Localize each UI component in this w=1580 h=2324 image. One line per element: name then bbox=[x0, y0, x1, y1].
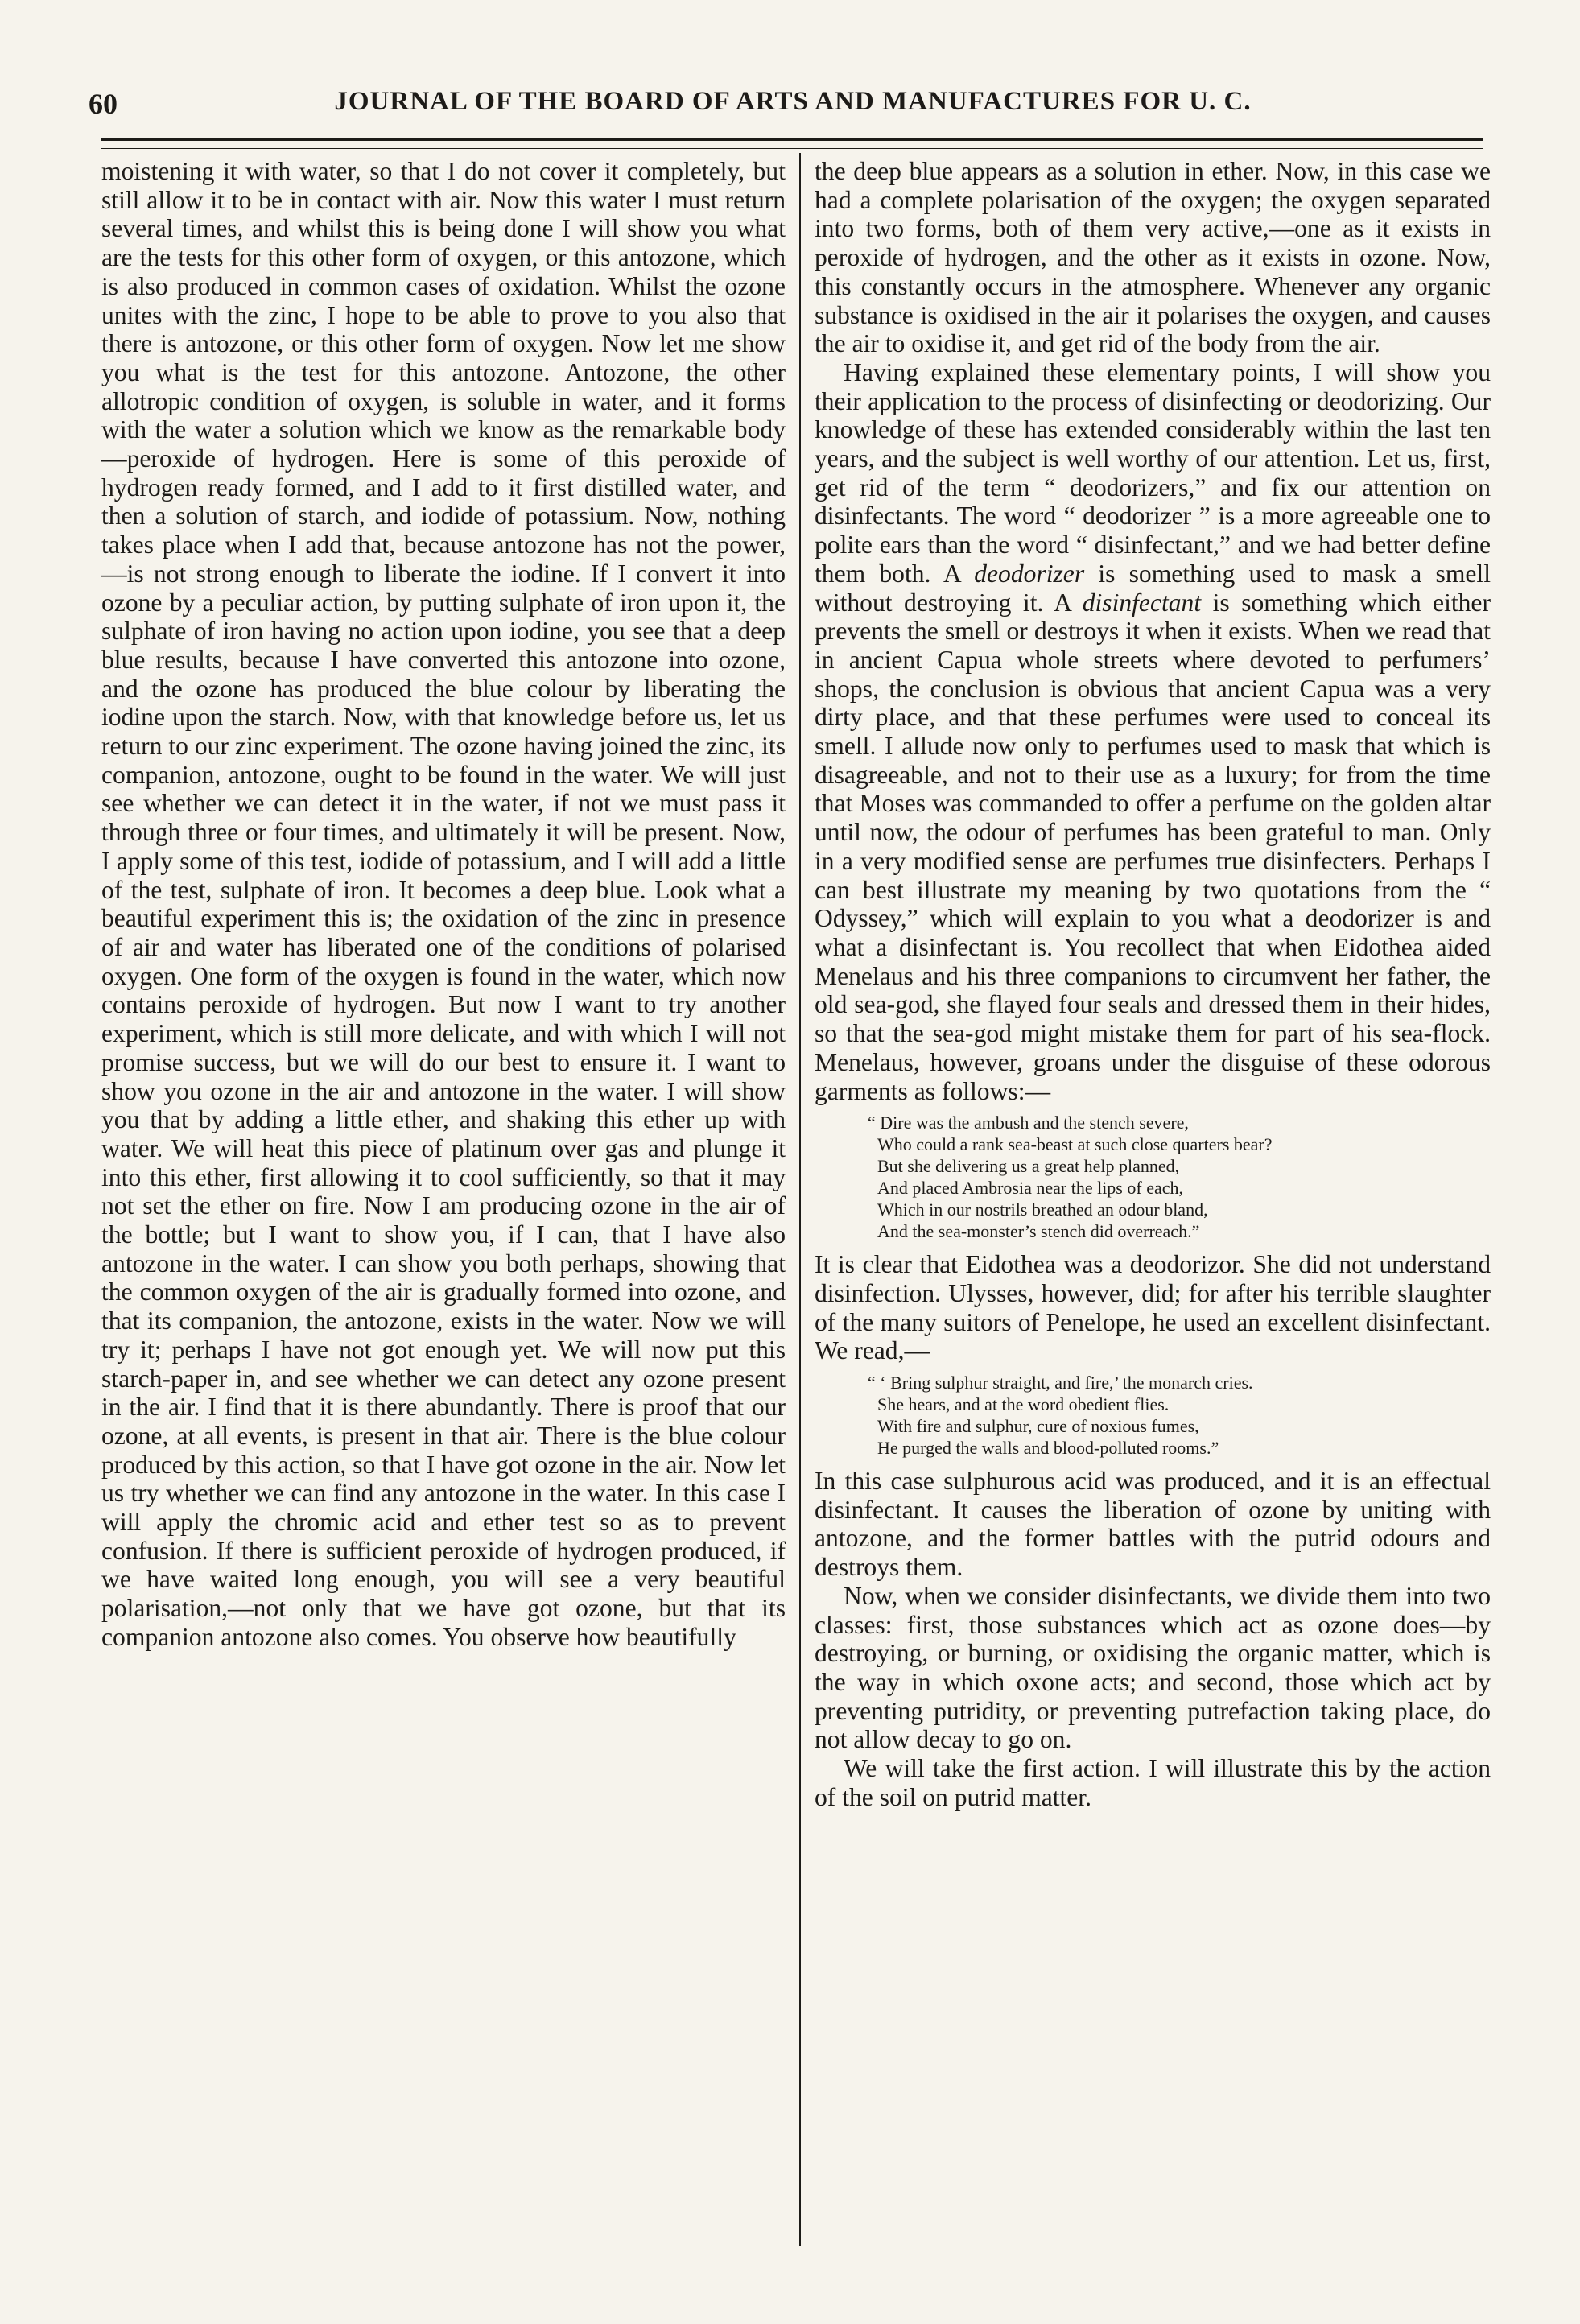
running-title: JOURNAL OF THE BOARD OF ARTS AND MANUFACTURES FOR U. C. bbox=[334, 87, 1252, 116]
page-number: 60 bbox=[89, 88, 118, 120]
verse-quotation bbox=[868, 1112, 1491, 1242]
text-run: is something used to mask a smell without destroying it. A bbox=[815, 559, 1491, 617]
paragraph: moistening it with water, so that I do not cover it completely, but still allow it to be in contact with air. Now this water I must return several times, and whilst this is being done I will show you what are the tests for this other form of oxygen, or this antozone, which is also produced in common cases of oxidation. Whilst the ozone unites with the zinc, I hope to be able to prove to you also that there is antozone, or this other form of oxygen. Now let me show you what is the test for this antozone. Antozone, the other allotropic condition of oxygen, is soluble in water, and it forms with the water a solution which we know as the remarkable body—peroxide of hydrogen. Here is some of this peroxide of hydrogen ready formed, and I add to it first distilled water, and then a solution of starch, and iodide of potassium. Now, nothing takes place when I add that, because antozone has not the power,—is not strong enough to liberate the iodine. If I convert it into ozone by a peculiar action, by putting sulphate of iron upon it, the sulphate of iron having no action upon iodine, you see that a deep blue results, because I have converted this antozone into ozone, and the ozone has produced the blue colour by liberating the iodine upon the starch. Now, with that knowledge before us, let us return to our zinc experiment. The ozone having joined the zinc, its companion, antozone, ought to be found in the water. We will just see whether we can detect it in the water, if not we must pass it through three or four times, and ultimately it will be present. Now, I apply some of this test, iodide of potassium, and I will add a little of the test, sulphate of iron. It becomes a deep blue. Look what a beautiful experiment this is; the oxidation of the zinc in presence of air and water has liberated one of the conditions of polarised oxygen. One form of the oxygen is found in the water, which now contains peroxide of hydrogen. But now I want to try another experiment, which is still more delicate, and with which I will not promise success, but we will do our best to ensure it. I want to show you ozone in the air and antozone in the water. I will show you that by adding a little ether, and shaking this ether up with water. We will heat this piece of platinum over gas and plunge it into this ether, first allowing it to cool sufficiently, so that it may not set the ether on fire. Now I am producing ozone in the air of the bottle; but I want to show you, if I can, that I have also antozone in the water. I can show you both perhaps, showing that the common oxygen of the air is gradually formed into ozone, and that its companion, the antozone, exists in the water. Now we will try it; perhaps I have not got enough yet. We will now put this starch-paper in, and see whether we can detect any ozone present in the air. I find that it is there abundantly. There is proof that our ozone, at all events, is present in that air. There is the blue colour produced by this action, so that I have got ozone in the air. Now let us try whether we can find any antozone in the water. In this case I will apply the chromic acid and ether test so as to prevent confusion. If there is sufficient peroxide of hydrogen produced, if we have waited long enough, you will see a very beautiful polarisation,—not only that we have got ozone, but that its companion antozone also comes. You observe how beautifully bbox=[101, 157, 786, 1651]
verse-line: Which in our nostrils breathed an odour bland, bbox=[877, 1199, 1208, 1220]
paragraph: It is clear that Eidothea was a deodorizor. She did not understand disinfection. Ulysses, however, did; for after his terrible slaughter of the many suitors of Penelope, he used an excellent disinfectant. We read,— bbox=[815, 1250, 1491, 1365]
paragraph: We will take the first action. I will illustrate this by the action of the soil on putrid matter. bbox=[815, 1754, 1491, 1811]
paragraph: Now, when we consider disinfectants, we divide them into two classes: first, those substances which act as ozone does—by destroying, or burning, or oxidising the organic matter, which is the way in which oxone acts; and second, those which act by preventing putridity, or preventing putrefaction taking place, do not allow decay to go on. bbox=[815, 1581, 1491, 1754]
italic-term: disinfectant bbox=[1082, 588, 1202, 617]
left-column bbox=[101, 157, 786, 2266]
paragraph: the deep blue appears as a solution in ether. Now, in this case we had a complete polarisation of the oxygen; the oxygen separated into two forms, both of them very active,—one as it exists in peroxide of hydrogen, and the other as it exists in ozone. Now, this constantly occurs in the atmosphere. Whenever any organic substance is oxidised in the air it polarises the oxygen, and causes the air to oxidise it, and get rid of the body from the air. bbox=[815, 157, 1491, 358]
verse-line: She hears, and at the word obedient flies. bbox=[877, 1394, 1170, 1415]
verse-line: And placed Ambrosia near the lips of each, bbox=[877, 1178, 1183, 1199]
verse-line: And the sea-monster’s stench did overreach.” bbox=[877, 1221, 1200, 1242]
page-header bbox=[89, 87, 1497, 135]
verse-line: “ Dire was the ambush and the stench severe, bbox=[868, 1112, 1189, 1133]
verse-line: He purged the walls and blood-polluted rooms.” bbox=[877, 1438, 1219, 1459]
verse-line: “ ‘ Bring sulphur straight, and fire,’ the monarch cries. bbox=[868, 1373, 1253, 1393]
paragraph bbox=[815, 358, 1491, 1105]
verse-line: But she delivering us a great help planned, bbox=[877, 1156, 1180, 1177]
text-run: is something which either prevents the smell or destroys it when it exists. When we read that in ancient Capua whole streets where devoted to perfumers’ shops, the conclusion is obvious that ancient Capua was a very dirty place, and that these perfumes were used to conceal its smell. I allude now only to perfumes used to mask that which is disagreeable, and not to their use as a luxury; for from the time that Moses was commanded to offer a perfume on the golden altar until now, the odour of perfumes has been grateful to man. Only in a very modified sense are perfumes true disinfecters. Perhaps I can best illustrate my meaning by two quotations from the “ Odyssey,” which will explain to you what a deodorizer is and what a disinfectant is. You recollect that when Eidothea aided Menelaus and his three companions to circumvent her father, the old sea-god, she flayed four seals and dressed them in their hides, so that the sea-god might mistake them for part of his sea-flock. Menelaus, however, groans under the disguise of these odorous garments as follows:— bbox=[815, 588, 1491, 1105]
verse-quotation bbox=[868, 1372, 1491, 1459]
verse-line: With fire and sulphur, cure of noxious fumes, bbox=[877, 1416, 1199, 1437]
verse-line: Who could a rank sea-beast at such close quarters bear? bbox=[877, 1134, 1273, 1155]
italic-term: deodorizer bbox=[974, 559, 1085, 588]
header-rule bbox=[101, 138, 1483, 149]
column-divider bbox=[799, 153, 801, 2246]
right-column bbox=[815, 157, 1491, 2266]
paragraph: In this case sulphurous acid was produced, and it is an effectual disinfectant. It causes the liberation of ozone by uniting with antozone, and the former battles with the putrid odours and destroys them. bbox=[815, 1467, 1491, 1582]
text-run: Having explained these elementary points, I will show you their application to the process of disinfecting or deodorizing. Our knowledge of these has extended considerably within the last ten years, and the subject is well worthy of our attention. Let us, first, get rid of the term “ deodorizers,” and fix our attention on disinfectants. The word “ deodorizer ” is a more agreeable one to polite ears than the word “ disinfectant,” and we had better define them both. A bbox=[815, 357, 1491, 588]
